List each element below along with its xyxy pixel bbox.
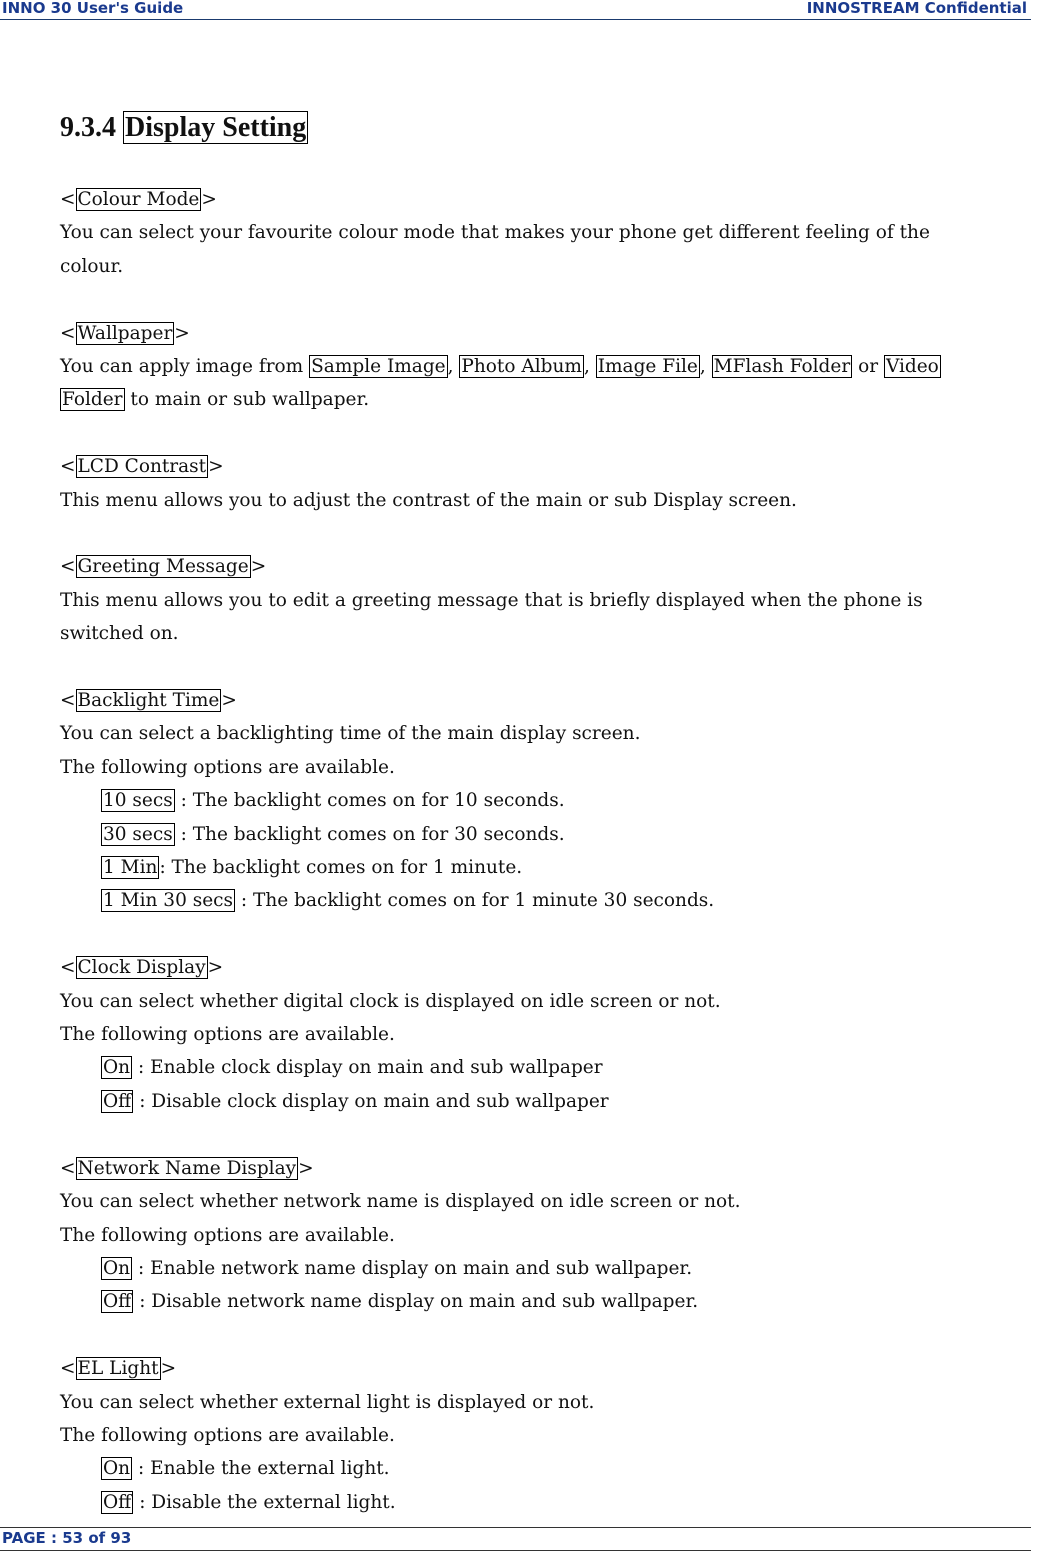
el-light-desc: You can select whether external light is displayed or not. xyxy=(60,1391,595,1413)
page-header xyxy=(0,0,1031,20)
wallpaper-opt-image-file: Image File xyxy=(597,356,698,378)
greeting-message-label: Greeting Message xyxy=(77,556,249,578)
network-option-label: Off xyxy=(103,1291,132,1313)
clock-option xyxy=(60,1085,1005,1118)
wallpaper-desc-2 xyxy=(60,383,1005,416)
network-option-text: : Disable network name display on main and sub wallpaper. xyxy=(133,1291,699,1313)
heading-el-light: < EL Light > xyxy=(60,1358,177,1380)
heading-lcd-contrast: < LCD Contrast > xyxy=(60,456,224,478)
backlight-option-text: : The backlight comes on for 30 seconds. xyxy=(174,823,565,845)
wallpaper-label: Wallpaper xyxy=(77,322,173,344)
heading-greeting-message: < Greeting Message > xyxy=(60,556,267,578)
clock-option xyxy=(60,1051,1005,1084)
network-desc: You can select whether network name is displayed on idle screen or not. xyxy=(60,1191,741,1213)
clock-option-text: : Disable clock display on main and sub wallpaper xyxy=(133,1090,609,1112)
page-number: PAGE : 53 of 93 xyxy=(2,1529,132,1547)
heading-colour-mode: < Colour Mode > xyxy=(60,189,217,210)
el-light-option-label: Off xyxy=(103,1491,132,1513)
backlight-time-label: Backlight Time xyxy=(77,690,220,712)
backlight-option xyxy=(60,851,1005,884)
backlight-option xyxy=(60,818,1005,851)
clock-option-label: Off xyxy=(103,1090,132,1112)
section-title xyxy=(60,111,308,145)
colour-mode-label: Colour Mode xyxy=(77,189,200,210)
wallpaper-opt-video: Video xyxy=(885,356,939,378)
heading-backlight-time: < Backlight Time > xyxy=(60,690,237,712)
section-number: 9.3.4 xyxy=(60,112,116,143)
network-option-label: On xyxy=(103,1257,131,1279)
el-light-label: EL Light xyxy=(77,1358,159,1380)
header-doc-title: INNO 30 User's Guide xyxy=(2,0,184,17)
network-option-text: : Enable network name display on main and sub wallpaper. xyxy=(132,1257,693,1279)
backlight-option xyxy=(60,884,1005,917)
backlight-option-label: 10 secs xyxy=(103,790,173,812)
network-option xyxy=(60,1252,1005,1285)
wallpaper-or: or xyxy=(858,356,879,378)
heading-network-name-display: < Network Name Display > xyxy=(60,1157,314,1179)
clock-display-label: Clock Display xyxy=(77,957,206,979)
header-confidential: INNOSTREAM Confidential xyxy=(806,0,1027,17)
backlight-option-text: : The backlight comes on for 10 seconds. xyxy=(174,790,565,812)
clock-avail: The following options are available. xyxy=(60,1024,395,1046)
el-light-option-label: On xyxy=(103,1458,131,1480)
wallpaper-opt-folder: Folder xyxy=(62,389,123,411)
wallpaper-desc-start: You can apply image from xyxy=(60,356,304,378)
colour-mode-desc-2: colour. xyxy=(60,255,124,277)
backlight-option xyxy=(60,784,1005,817)
el-light-option-text: : Disable the external light. xyxy=(133,1491,396,1513)
el-light-avail: The following options are available. xyxy=(60,1424,395,1446)
network-avail: The following options are available. xyxy=(60,1224,395,1246)
el-light-option xyxy=(60,1452,1005,1485)
page-content xyxy=(60,183,1005,1519)
wallpaper-desc: You can apply image from Sample Image , Photo Album , Image File , MFlash Folder or Video xyxy=(60,356,939,378)
clock-desc: You can select whether digital clock is displayed on idle screen or not. xyxy=(60,990,721,1012)
backlight-desc: You can select a backlighting time of the main display screen. xyxy=(60,723,641,745)
network-option xyxy=(60,1285,1005,1318)
heading-clock-display: < Clock Display > xyxy=(60,957,224,979)
backlight-option-text: : The backlight comes on for 1 minute 30 seconds. xyxy=(235,890,715,912)
wallpaper-desc-end: to main or sub wallpaper. xyxy=(130,389,370,411)
greeting-desc: This menu allows you to edit a greeting message that is briefly displayed when the phone is xyxy=(60,589,923,611)
heading-wallpaper: < Wallpaper > xyxy=(60,322,190,344)
backlight-option-label: 30 secs xyxy=(103,823,173,845)
page-footer xyxy=(0,1527,1031,1551)
lcd-contrast-label: LCD Contrast xyxy=(77,456,207,478)
clock-option-label: On xyxy=(103,1057,131,1079)
el-light-option-text: : Enable the external light. xyxy=(132,1458,390,1480)
section-title-text: Display Setting xyxy=(125,112,307,143)
wallpaper-opt-photo-album: Photo Album xyxy=(461,356,582,378)
wallpaper-opt-mflash-folder: MFlash Folder xyxy=(713,356,851,378)
backlight-option-label: 1 Min xyxy=(103,857,158,879)
backlight-option-label: 1 Min 30 secs xyxy=(103,890,234,912)
wallpaper-opt-sample-image: Sample Image xyxy=(311,356,446,378)
greeting-desc-2: switched on. xyxy=(60,623,179,645)
lcd-contrast-desc: This menu allows you to adjust the contrast of the main or sub Display screen. xyxy=(60,489,797,511)
network-name-display-label: Network Name Display xyxy=(77,1157,297,1179)
backlight-avail: The following options are available. xyxy=(60,756,395,778)
backlight-option-text: : The backlight comes on for 1 minute. xyxy=(159,857,523,879)
el-light-option xyxy=(60,1486,1005,1519)
colour-mode-desc: You can select your favourite colour mode that makes your phone get different feeling of the xyxy=(60,222,930,244)
clock-option-text: : Enable clock display on main and sub wallpaper xyxy=(132,1057,603,1079)
